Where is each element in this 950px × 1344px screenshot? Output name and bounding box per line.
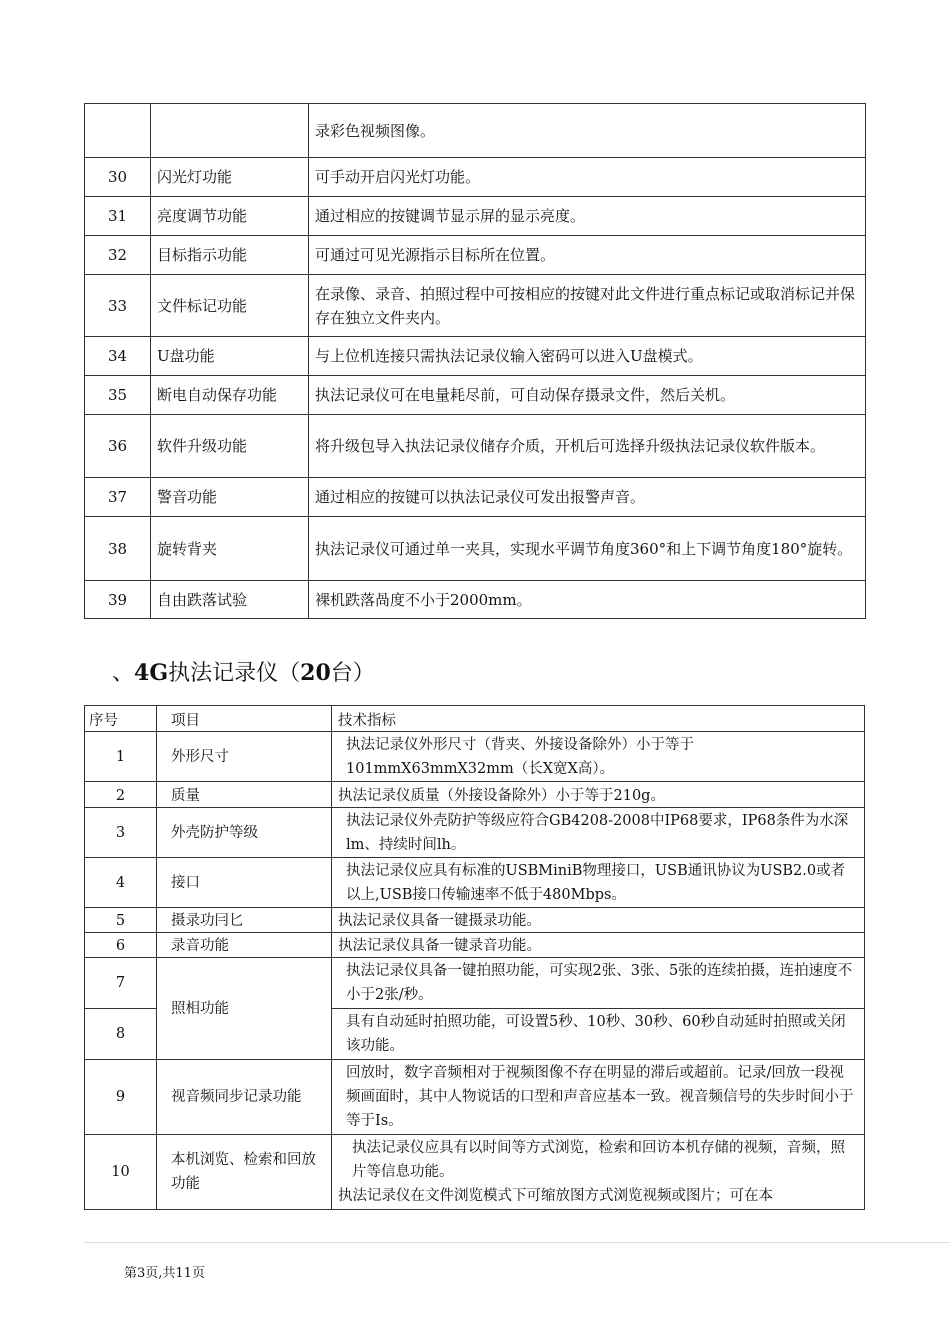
table-row	[85, 517, 866, 581]
row-number: 3	[85, 808, 157, 858]
row-spec: 执法记录仪具备一键录音功能。	[332, 933, 865, 958]
row-item: 目标指示功能	[151, 236, 309, 275]
row-spec: 通过相应的按键调节显示屏的显示亮度。	[309, 197, 866, 236]
row-number	[85, 104, 151, 158]
row-number: 2	[85, 782, 157, 808]
spec-line-2: 执法记录仪在文件浏览模式下可缩放图方式浏览视频或图片；可在本	[338, 1188, 773, 1204]
row-number: 30	[85, 158, 151, 197]
row-number: 32	[85, 236, 151, 275]
heading-model: 4G	[134, 660, 169, 686]
heading-title: 执法记录仪（	[168, 661, 301, 686]
heading-suffix: 台）	[330, 661, 375, 686]
table-row	[85, 104, 866, 158]
header-item: 项目	[157, 706, 332, 732]
row-item: 外壳防护等级	[157, 808, 332, 858]
row-spec: 执法记录仪可通过单一夹具，实现水平调节角度360°和上下调节角度180°旋转。	[309, 517, 866, 581]
row-number: 6	[85, 933, 157, 958]
row-item: 照相功能	[157, 958, 332, 1060]
row-item: 质量	[157, 782, 332, 808]
row-item: 文件标记功能	[151, 275, 309, 337]
row-number: 33	[85, 275, 151, 337]
row-spec: 将升级包导入执法记录仪储存介质，开机后可选择升级执法记录仪软件版本。	[309, 415, 866, 478]
row-number: 7	[85, 958, 157, 1009]
table-row	[85, 415, 866, 478]
row-number: 34	[85, 337, 151, 376]
row-item: 旋转背夹	[151, 517, 309, 581]
row-spec: 录彩色视频图像。	[309, 104, 866, 158]
table-row	[85, 581, 866, 619]
table-row	[85, 908, 865, 933]
row-spec: 执法记录仪外壳防护等级应符合GB4208-2008中IP68要求，IP68条件为水深lm、持续时间lh。	[332, 808, 865, 858]
row-number: 35	[85, 376, 151, 415]
row-number: 4	[85, 858, 157, 908]
row-item: 软件升级功能	[151, 415, 309, 478]
header-number: 序号	[85, 706, 157, 732]
table-row	[85, 732, 865, 782]
row-spec: 可通过可见光源指示目标所在位置。	[309, 236, 866, 275]
row-spec: 执法记录仪具备一键拍照功能，可实现2张、3张、5张的连续拍摄，连拍速度不小于2张/秒。	[332, 958, 865, 1009]
table-row	[85, 782, 865, 808]
row-spec	[332, 1135, 865, 1210]
table-row	[85, 958, 865, 1009]
row-number: 31	[85, 197, 151, 236]
row-spec: 裸机跌落咼度不小于2000mm。	[309, 581, 866, 619]
row-spec: 与上位机连接只需执法记录仪输入密码可以进入U盘模式。	[309, 337, 866, 376]
row-spec: 执法记录仪质量（外接设备除外）小于等于210g。	[332, 782, 865, 808]
heading-prefix: 、	[112, 661, 135, 686]
table-row	[85, 1060, 865, 1135]
row-spec: 执法记录仪可在电量耗尽前，可自动保存摄录文件，然后关机。	[309, 376, 866, 415]
row-spec: 执法记录仪具备一键摄录功能。	[332, 908, 865, 933]
row-number: 39	[85, 581, 151, 619]
table-row	[85, 1135, 865, 1210]
row-number: 9	[85, 1060, 157, 1135]
row-item: 断电自动保存功能	[151, 376, 309, 415]
table-row	[85, 858, 865, 908]
row-item: 本机浏览、检索和回放功能	[157, 1135, 332, 1210]
table-row	[85, 197, 866, 236]
page-footer: 第3页,共11页	[124, 1266, 205, 1281]
table-row	[85, 275, 866, 337]
function-table-continued	[84, 103, 866, 619]
row-spec: 执法记录仪应具有标准的USBMiniB物理接口，USB通讯协议为USB2.0或者以上,USB接口传输速率不低于480Mbps。	[332, 858, 865, 908]
row-item: 视音频同步记录功能	[157, 1060, 332, 1135]
row-item	[151, 104, 309, 158]
spec-table-4g	[84, 705, 865, 1210]
row-number: 5	[85, 908, 157, 933]
row-number: 38	[85, 517, 151, 581]
row-item: 外形尺寸	[157, 732, 332, 782]
row-number: 8	[85, 1009, 157, 1060]
row-item: 接口	[157, 858, 332, 908]
table-row	[85, 337, 866, 376]
table-row	[85, 376, 866, 415]
row-spec: 通过相应的按键可以执法记录仪可发出报警声音。	[309, 478, 866, 517]
table-row	[85, 236, 866, 275]
row-number: 36	[85, 415, 151, 478]
row-item: 录音功能	[157, 933, 332, 958]
table-row	[85, 808, 865, 858]
header-spec: 技术指标	[332, 706, 865, 732]
row-spec: 可手动开启闪光灯功能。	[309, 158, 866, 197]
table-row	[85, 933, 865, 958]
footer-divider	[84, 1242, 950, 1243]
table-row	[85, 478, 866, 517]
row-item: 摄录功冃匕	[157, 908, 332, 933]
row-number: 1	[85, 732, 157, 782]
row-item: 警音功能	[151, 478, 309, 517]
row-spec: 在录像、录音、拍照过程中可按相应的按键对此文件进行重点标记或取消标记并保存在独立文件夹内。	[309, 275, 866, 337]
row-spec: 执法记录仪外形尺寸（背夹、外接设备除外）小于等于101mmX63mmX32mm（长X宽X高）。	[332, 732, 865, 782]
row-item: 自由跌落试验	[151, 581, 309, 619]
heading-count: 20	[300, 660, 331, 686]
table-row	[85, 158, 866, 197]
spec-line-1: 执法记录仪应具有以时间等方式浏览，检索和回访本机存储的视频，音频，照片等信息功能。	[352, 1140, 845, 1180]
section-heading	[112, 656, 375, 687]
row-item: 闪光灯功能	[151, 158, 309, 197]
table-header-row	[85, 706, 865, 732]
row-number: 10	[85, 1135, 157, 1210]
row-spec: 回放时，数字音频相对于视频图像不存在明显的滞后或超前。记录/回放一段视频画面时，其中人物说话的口型和声音应基本一致。视音频信号的失步时间小于等于Is。	[332, 1060, 865, 1135]
row-item: 亮度调节功能	[151, 197, 309, 236]
row-number: 37	[85, 478, 151, 517]
row-item: U盘功能	[151, 337, 309, 376]
row-spec: 具有自动延时拍照功能，可设置5秒、10秒、30秒、60秒自动延时拍照或关闭该功能。	[332, 1009, 865, 1060]
